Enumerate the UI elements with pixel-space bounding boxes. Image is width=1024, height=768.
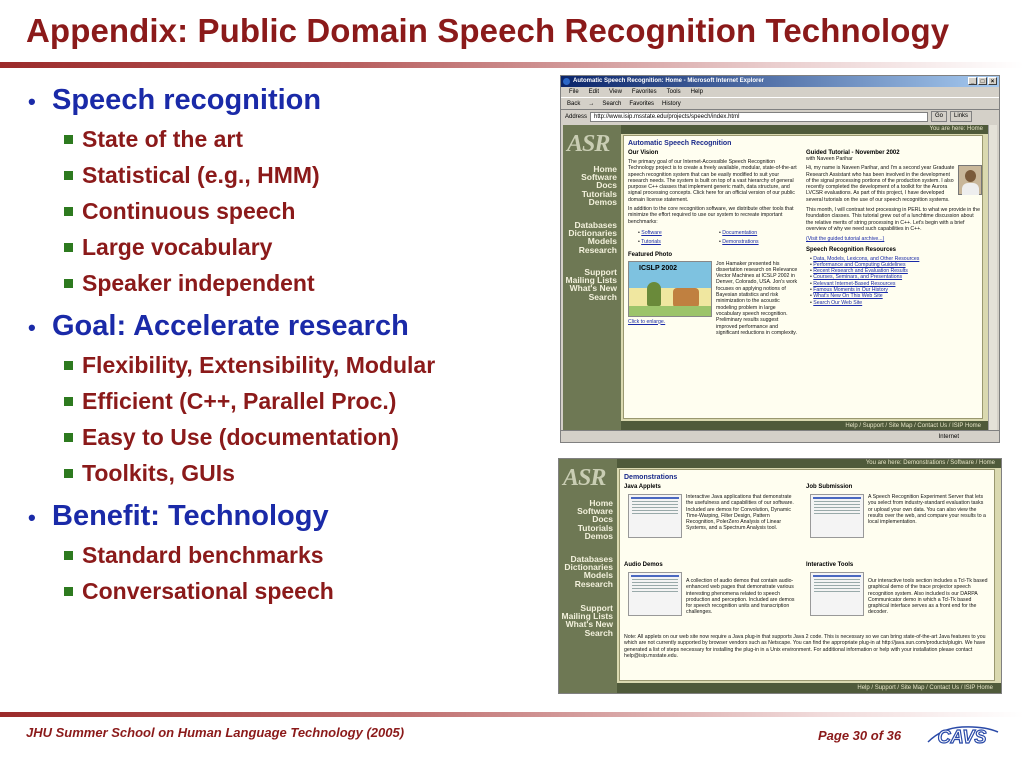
sub-bullet [64,234,548,261]
nav-home[interactable]: Home [593,164,617,174]
nav-research[interactable]: Research [578,244,617,255]
job-submission-title: Job Submission [806,484,853,490]
sub-bullet-text: Statistical (e.g., HMM) [82,162,320,188]
slide-title: Appendix: Public Domain Speech Recognition Technology [26,12,950,49]
browser-window-screenshot [560,75,1000,443]
sub-bullet [64,126,548,153]
menu-favorites[interactable]: Favorites [631,89,657,95]
resources-title: Speech Recognition Resources [806,246,897,253]
square-bullet-icon [64,171,73,180]
sub-bullet-text: Flexibility, Extensibility, Modular [82,352,436,378]
footer-course-name: JHU Summer School on Human Language Technology (2005) [26,725,405,740]
address-bar [561,110,999,123]
menu-help[interactable]: Help [690,89,703,95]
nav-models[interactable]: Models [583,570,613,581]
site-sidebar [563,125,621,431]
site-main-panel [623,135,983,419]
sub-bullet-text: State of the art [82,126,244,152]
square-bullet-icon [64,433,73,442]
java-applets-title: Java Applets [624,484,661,490]
square-bullet-icon [64,243,73,252]
resource-link[interactable]: Search Our Web Site [813,299,863,306]
resource-link[interactable]: Famous Moments in Our History [813,287,888,294]
resource-link[interactable]: Performance and Computing Guidelines [813,261,906,268]
nav-home[interactable]: Home [589,498,613,508]
bullet-group-benefit [28,500,548,605]
sub-bullet [64,352,548,379]
nav-software[interactable]: Software [577,506,613,517]
bullet-label: Goal: Accelerate research [52,310,409,342]
site-footer-links[interactable]: Help / Support / Site Map / Contact Us / ISIP Home [621,421,989,431]
sub-bullet [64,270,548,297]
browser-menubar [561,87,999,97]
address-input[interactable]: http://www.isip.msstate.edu/projects/speech/index.html [590,112,928,122]
address-label: Address [565,113,588,120]
vision-column [628,150,800,336]
vertical-scrollbar[interactable] [988,125,997,431]
sub-bullet [64,162,548,189]
back-button[interactable]: Back [567,101,581,107]
link-demonstrations[interactable]: Demonstrations [722,239,759,246]
site-sidebar [559,459,617,693]
square-bullet-icon [64,361,73,370]
nav-whats-new[interactable]: What's New [565,619,613,630]
breadcrumb: You are here: Demonstrations / Software / Home [617,459,1001,468]
interactive-tools-title: Interactive Tools [806,562,854,568]
site-nav-mid [558,555,613,588]
interactive-tools-text: Our interactive tools section includes a Tcl-Tk based graphical demo of the trace projector speech recognition system. Also included is our DARPA Communicator demo in which a Tcl-Tk based graphical interface serves as a front end for the decoder. [868,578,988,616]
job-submission-thumbnail[interactable] [810,494,864,538]
sub-bullet [64,198,548,225]
go-button[interactable]: Go [931,111,947,122]
sub-bullet-text: Efficient (C++, Parallel Proc.) [82,388,397,414]
nav-search[interactable]: Search [584,627,613,638]
title-divider [0,62,1024,68]
click-to-enlarge-link[interactable]: Click to enlarge. [628,318,666,325]
nav-dictionaries[interactable]: Dictionaries [564,562,613,573]
cavs-logo [922,722,1002,748]
history-button[interactable]: History [662,101,681,107]
forward-button[interactable]: → [588,101,595,107]
link-tutorials[interactable]: Tutorials [641,239,661,246]
resources-list: • Data, Models, Lexicons, and Other Resources • Performance and Computing Guidelines • Recent Research and Evaluation Results • Courses, Seminars, and Presentations • Relevant Internet-Based Resources • Famous Moments in Our History • What's New On This Web Site • Search Our Web Site [810,255,920,306]
bullet-group-goal [28,310,548,487]
demos-heading: Demonstrations [624,474,678,481]
nav-tutorials[interactable]: Tutorials [581,188,617,199]
resource-link[interactable]: Relevant Internet-Based Resources [813,280,896,287]
nav-demos[interactable]: Demos [588,196,617,207]
sub-bullet-text: Speaker independent [82,270,315,296]
menu-view[interactable]: View [609,89,622,95]
audio-demos-title: Audio Demos [624,562,663,568]
browser-toolbar [561,97,999,110]
browser-titlebar [561,76,999,87]
nav-models[interactable]: Models [587,236,617,247]
nav-support[interactable]: Support [580,603,613,613]
site-nav-mid [563,221,617,254]
links-button[interactable]: Links [950,111,972,122]
tutorial-archive-link[interactable]: (Visit the guided tutorial archive...) [806,236,885,243]
sub-bullet-text: Toolkits, GUIs [82,460,235,486]
tutorial-text: Hi, my name is Naveen Parihar, and I'm a second year Graduate Research Assistant who has been involved in the development of the signal processing portions of the production system. I also recently completed the development of a toolkit for the Aurora LVCSR evaluations. As part of this project, I have developed several tutorials on the use of our speech recognition systems. [806,165,955,203]
webpage-asr-home [563,125,989,431]
audio-demos-thumbnail[interactable] [628,572,682,616]
menu-file[interactable]: File [569,89,579,95]
sub-bullet [64,578,548,605]
sub-bullet [64,542,548,569]
link-software[interactable]: Software [641,229,662,236]
nav-docs[interactable]: Docs [596,180,617,191]
internet-zone: Internet [938,434,959,440]
favorites-button[interactable]: Favorites [629,101,655,107]
nav-databases[interactable]: Databases [570,554,613,564]
nav-tutorials[interactable]: Tutorials [577,522,613,533]
author-photo [958,165,982,195]
site-nav-top [563,165,617,206]
tool-links: • Software • Documentation • Tutorials • Demonstrations [638,229,759,246]
footer-divider [0,712,1024,717]
nav-mailing-lists[interactable]: Mailing Lists [561,611,613,622]
bullet-level1: • Goal: Accelerate research [28,310,409,342]
vision-title: Our Vision [628,150,659,156]
demos-main-panel [619,469,995,681]
sub-bullet-text: Large vocabulary [82,234,273,260]
tutorial-text-2: This month, I will contrast text processing in PERL to what we provide in the foundation classes. This tutorial grew out of a lunchtime discussion about the relative merits of string processing in C++. Let's begin with a brief overview of why we need such capabilities in C++. [806,207,980,232]
resource-link[interactable]: Courses, Seminars, and Presentations [813,274,903,281]
menu-tools[interactable]: Tools [666,89,681,95]
resource-link[interactable]: Data, Models, Lexicons, and Other Resources [813,255,920,262]
nav-whats-new[interactable]: What's New [569,283,617,294]
minimize-button[interactable]: _ [968,77,977,85]
java-plugin-note: Note: All applets on our web site now require a Java plug-in that supports Java 2 code. This is necessary so we can bring state-of-the-art Java features to you which are not currently supported by browser vendors such as Netscape. You can find the appropriate plug-in at http://java.sun.com/products/plugin. We have generated a list of steps necessary for installing the plug-in in a Unix environment. For additional information or help with your installation please contact help@isip.msstate.edu. [624,634,986,659]
search-button[interactable]: Search [602,101,622,107]
nav-research[interactable]: Research [574,578,613,589]
featured-photo-title: Featured Photo [628,251,673,258]
bullet-label: Speech recognition [52,84,322,116]
square-bullet-icon [64,469,73,478]
square-bullet-icon [64,587,73,596]
nav-databases[interactable]: Databases [574,220,617,230]
site-footer-links[interactable]: Help / Support / Site Map / Contact Us / ISIP Home [617,683,1001,693]
square-bullet-icon [64,135,73,144]
menu-edit[interactable]: Edit [588,89,600,95]
site-nav-bottom [563,268,617,301]
nav-demos[interactable]: Demos [584,530,613,541]
nav-search[interactable]: Search [588,291,617,302]
photo-description: Jon Hamaker presented his dissertation research on Relevance Vector Machines at ICSLP 2002 in Denver, Colorado, USA. Jon's work focuses on applying notions of Bayesian statistics and risk minimization to the acoustic modeling problem in large vocabulary speech recognition. Preliminary results suggest improved performance and significant reductions in complexity. [716,260,798,336]
vision-text-2: In addition to the core recognition software, we distribute other tools that minimize the effort required to use our system to recreate important benchmarks: [628,206,794,225]
close-button[interactable]: × [988,77,997,85]
tutorial-column [806,150,982,306]
window-controls [968,77,997,85]
resource-link[interactable]: Recent Research and Evaluation Results [813,268,908,275]
page-heading: Automatic Speech Recognition [628,140,732,147]
ie-logo-icon [563,78,570,85]
photo-caption: ICSLP 2002 [639,264,678,272]
bullet-label: Benefit: Technology [52,500,329,532]
asr-logo: ASR [563,465,606,491]
nav-mailing-lists[interactable]: Mailing Lists [565,275,617,286]
browser-statusbar [561,430,999,442]
tutorial-subtitle: with Naveen Parihar [806,156,853,162]
sub-bullet-text: Continuous speech [82,198,296,224]
sub-bullet-text: Conversational speech [82,578,334,604]
bullet-level1: • Speech recognition [28,84,322,116]
resource-link[interactable]: What's New On This Web Site [813,293,883,300]
java-applets-text: Interactive Java applications that demonstrate the usefulness and capabilities of our software. Included are demos for Convolution, Dynamic Time-Warping, Filter Design, Pattern Recognition, PolerZero Analysis of Linear Systems, and a Spectrum Analysis tool. [686,494,794,532]
nav-support[interactable]: Support [584,267,617,277]
vision-text: The primary goal of our Internet-Accessible Speech Recognition Technology project is to create a freely available, modular, state-of-the-art speech recognition system that can be easily modified to suit your research needs. The system is built on top of a vast hierarchy of general purpose C++ classes that implement generic math, data structure, and signal processing concepts. Click here for an official version of our public domain license statement. [628,159,797,203]
sub-bullet [64,424,548,451]
link-documentation[interactable]: Documentation [722,229,758,236]
maximize-button[interactable]: □ [978,77,987,85]
square-bullet-icon [64,207,73,216]
sub-bullet [64,388,548,415]
cavs-logo-text: CAVS [937,727,987,747]
job-submission-text: A Speech Recognition Experiment Server that lets you select from industry-standard evaluation tasks or upload your own data. You can also view the results over the web, and compare your results to a local implementation. [868,494,986,526]
bullet-group-speech-recognition [28,84,548,297]
sub-bullet-text: Easy to Use (documentation) [82,424,399,450]
bullet-level1: • Benefit: Technology [28,500,329,532]
sub-bullet-text: Standard benchmarks [82,542,324,568]
browser-window-title: Automatic Speech Recognition: Home - Microsoft Internet Explorer [573,78,765,84]
interactive-tools-thumbnail[interactable] [810,572,864,616]
webpage-demonstrations [558,458,1002,694]
site-nav-bottom [558,604,613,637]
square-bullet-icon [64,397,73,406]
asr-logo: ASR [567,131,610,157]
square-bullet-icon [64,279,73,288]
nav-dictionaries[interactable]: Dictionaries [568,228,617,239]
nav-software[interactable]: Software [581,172,617,183]
bullet-list [28,84,548,618]
square-bullet-icon [64,551,73,560]
breadcrumb: You are here: Home [621,125,989,134]
sub-bullet [64,460,548,487]
tutorial-title: Guided Tutorial - November 2002 [806,150,900,156]
page-number: Page 30 of 36 [818,728,902,743]
java-applet-thumbnail[interactable] [628,494,682,538]
nav-docs[interactable]: Docs [592,514,613,525]
audio-demos-text: A collection of audio demos that contain audio-enhanced web pages that demonstrate various interesting phenomena related to speech production and perception. Included are demos for speech recognition units and transcription challenges. [686,578,795,616]
featured-photo[interactable] [628,261,712,317]
site-nav-top [558,499,613,540]
